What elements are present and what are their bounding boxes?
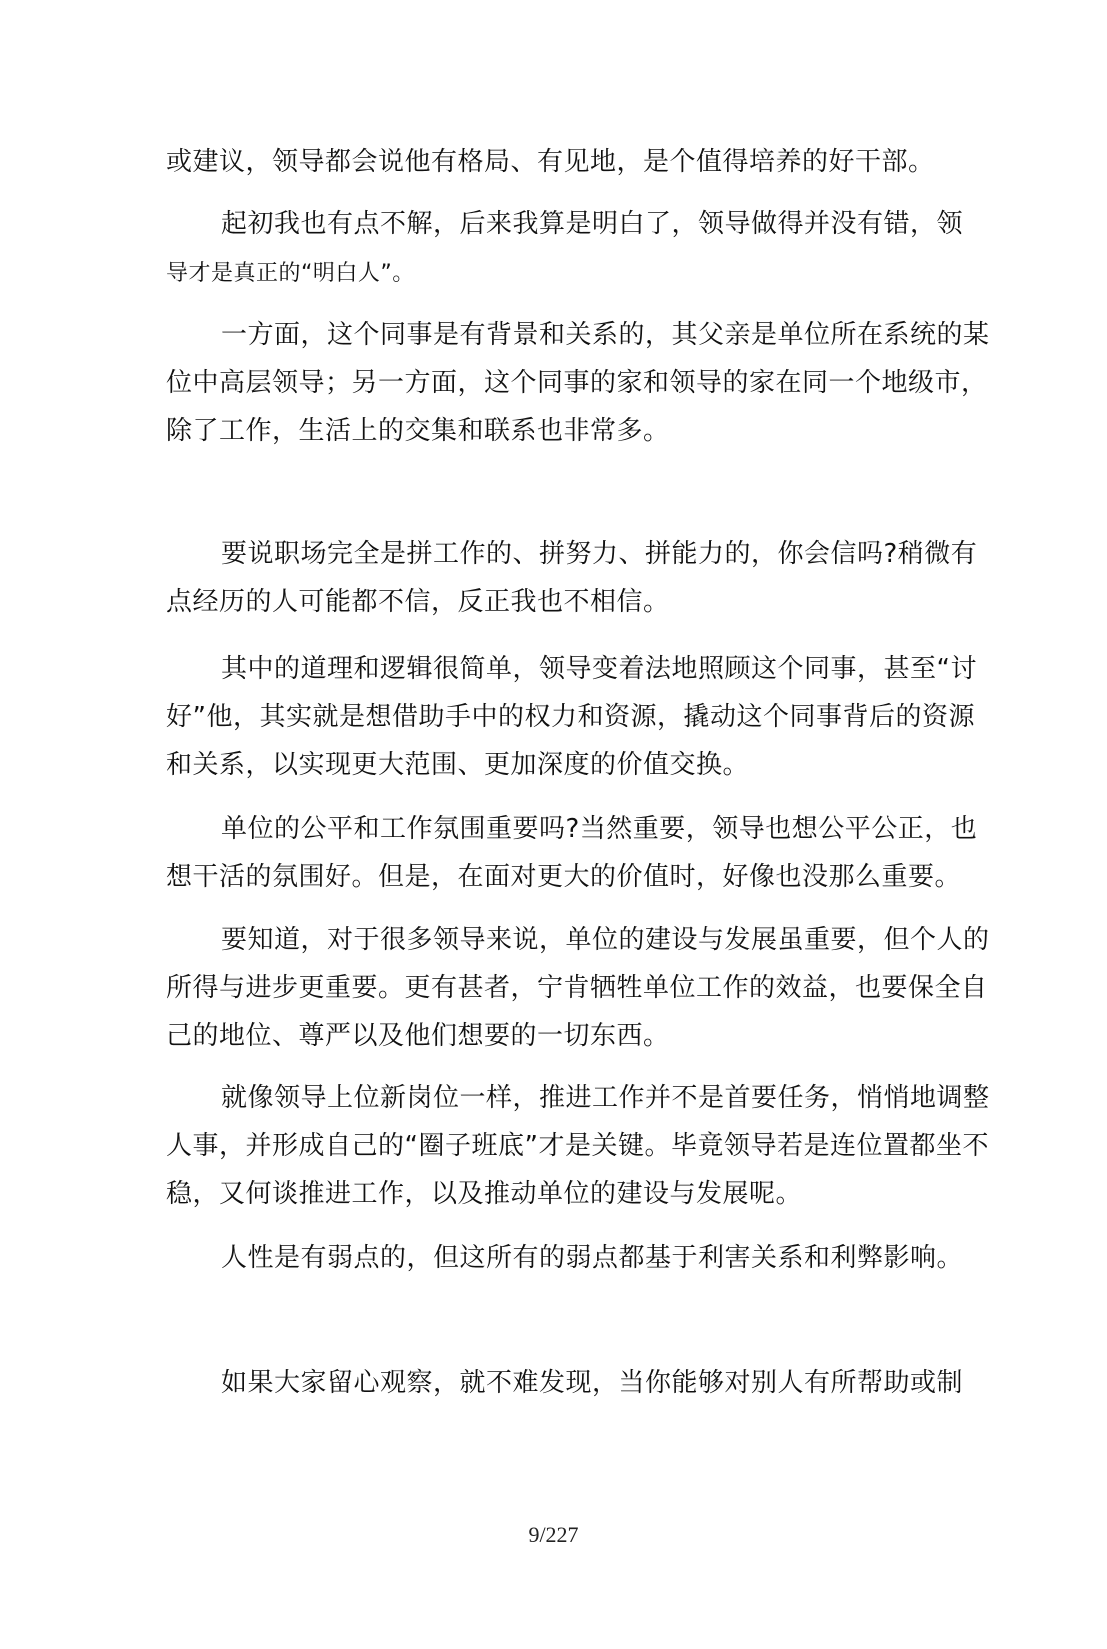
paragraph-6: 单位的公平和工作氛围重要吗?当然重要，领导也想公平公正，也想干活的氛围好。但是，在面对更大的价值时，好像也没那么重要。 bbox=[166, 814, 978, 892]
paragraph-3: 一方面，这个同事是有背景和关系的，其父亲是单位所在系统的某位中高层领导；另一方面，这个同事的家和领导的家在同一个地级市，除了工作，生活上的交集和联系也非常多。 bbox=[166, 320, 990, 446]
paragraph-2: 起初我也有点不解，后来我算是明白了，领导做得并没有错，领 bbox=[221, 209, 964, 239]
paragraph-10: 如果大家留心观察，就不难发现，当你能够对别人有所帮助或制 bbox=[221, 1368, 964, 1398]
paragraph-5: 其中的道理和逻辑很简单，领导变着法地照顾这个同事，甚至“讨好”他，其实就是想借助手中的权力和资源，撬动这个同事背后的资源和关系，以实现更大范围、更加深度的价值交换。 bbox=[166, 654, 977, 780]
paragraph-2-continued: 导才是真正的“明白人”。 bbox=[166, 261, 415, 286]
paragraph-9: 人性是有弱点的，但这所有的弱点都基于利害关系和利弊影响。 bbox=[221, 1243, 964, 1273]
paragraph-8: 就像领导上位新岗位一样，推进工作并不是首要任务，悄悄地调整人事，并形成自己的“圈子班底”才是关键。毕竟领导若是连位置都坐不稳，又何谈推进工作，以及推动单位的建设与发展呢。 bbox=[166, 1083, 990, 1209]
paragraph-7: 要知道，对于很多领导来说，单位的建设与发展虽重要，但个人的所得与进步更重要。更有甚者，宁肯牺牲单位工作的效益，也要保全自己的地位、尊严以及他们想要的一切东西。 bbox=[166, 925, 990, 1051]
page-number: 9/227 bbox=[528, 1522, 579, 1547]
paragraph-4: 要说职场完全是拼工作的、拼努力、拼能力的，你会信吗?稍微有点经历的人可能都不信，反正我也不相信。 bbox=[166, 539, 978, 617]
paragraph-1: 或建议，领导都会说他有格局、有见地，是个值得培养的好干部。 bbox=[166, 147, 935, 177]
